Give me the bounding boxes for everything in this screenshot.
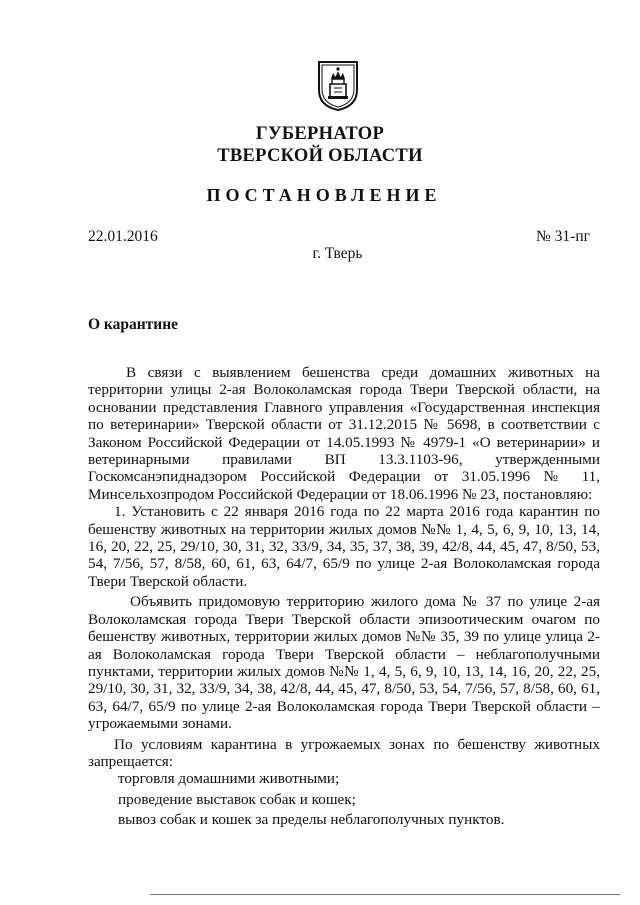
paragraph-item-1: 1. Установить с 22 января 2016 года по 22 марта 2016 года карантин по бешенству животных на территории жилых домов №№ 1, 4, 5, 6, 9, 10, 13, 14, 16, 20, 22, 25, 29/10, 30, 31, 32, 33/9, 34, 35, 37, 38, 39, 42/8, 44, 45, 47, 8/50, 53, 54, 7/56, 57, 8/58, 60, 61, 63, 64/7, 65/9 по улице 2-ая Волоколамская города Твери Тверской области. xyxy=(88,503,600,590)
paragraph-preamble: В связи с выявлением бешенства среди домашних животных на территории улицы 2-ая Волоколамская города Твери Тверской области, на основании представления Главного управления «Государственная инспекция по ветеринарии» Тверской области от 31.12.2015 № 5698, в соответствии с Законом Российской Федерации от 14.05.1993 № 4979-1 «О ветеринарии» и ветеринарными правилами ВП 13.3.1103-96, утвержденными Госкомсанэпиднадзором Российской Федерации от 31.05.1996 № 11, Минсельхозпродом Российской Федерации от 18.06.1996 № 23, постановляю: xyxy=(88,364,600,503)
coat-of-arms-emblem xyxy=(317,60,359,112)
paragraph-declaration: Объявить придомовую территорию жилого дома № 37 по улице 2-ая Волоколамская города Твери Тверской области эпизоотическим очагом по бешенству животных, территории жилых домов №№ 35, 39 по улице улица 2-ая Волоколамская города Твери Тверской области – неблагополучными пунктами, территории жилых домов №№ 1, 4, 5, 6, 9, 10, 13, 14, 16, 20, 22, 25, 29/10, 30, 31, 32, 33/9, 34, 38, 42/8, 44, 45, 47, 8/50, 53, 54, 7/56, 57, 8/58, 60, 61, 63, 64/7, 65/9 по улице 2-ая Волоколамская города Твери Тверской области – угрожаемыми зонами. xyxy=(88,593,600,733)
paragraph-restrictions: По условиям карантина в угрожаемых зонах по бешенству животных запрещается: xyxy=(88,735,600,770)
page-bottom-rule xyxy=(150,894,620,895)
document-date: 22.01.2016 xyxy=(88,228,158,245)
issuer-region: ТВЕРСКОЙ ОБЛАСТИ xyxy=(217,146,423,166)
restriction-item: торговля домашними животными; xyxy=(118,770,340,788)
restriction-item: вывоз собак и кошек за пределы неблагополучных пунктов. xyxy=(118,811,505,829)
document-type-title: ПОСТАНОВЛЕНИЕ xyxy=(206,185,442,205)
issuer-title: ГУБЕРНАТОР xyxy=(255,124,385,144)
restriction-item: проведение выставок собак и кошек; xyxy=(118,790,356,808)
document-city: г. Тверь xyxy=(312,245,363,262)
document-subject: О карантине xyxy=(88,316,179,333)
document-number: № 31-пг xyxy=(536,228,590,245)
document-body xyxy=(88,364,600,829)
